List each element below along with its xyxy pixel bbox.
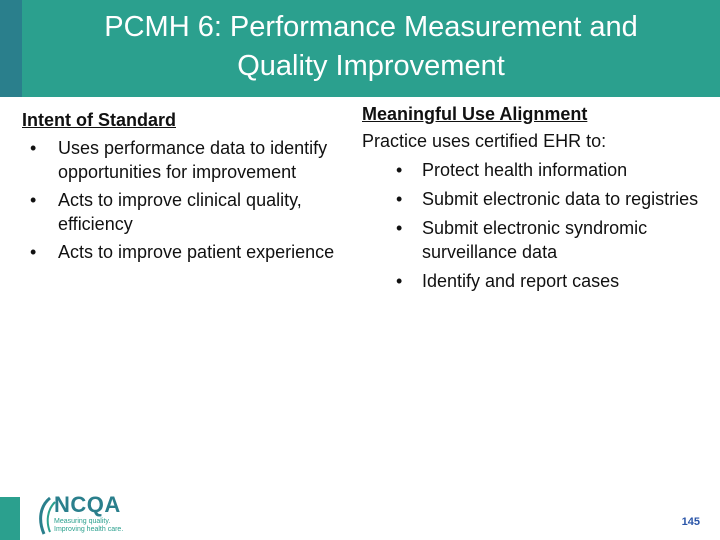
- bullet-marker: •: [396, 271, 403, 291]
- intent-bullet-item: [22, 240, 372, 264]
- title-bar-stripe: [0, 0, 22, 97]
- meaningful-use-intro: Practice uses certified EHR to:: [362, 131, 607, 151]
- meaningful-use-bullet-list: [362, 158, 712, 293]
- meaningful-use-bullet-text: Protect health information: [422, 160, 628, 180]
- meaningful-use-bullet-item: [362, 187, 712, 211]
- title-bar: [0, 0, 720, 97]
- intent-bullet-text: Acts to improve clinical quality, efficiency: [58, 190, 302, 234]
- bullet-marker: •: [30, 190, 37, 210]
- meaningful-use-bullet-text: Identify and report cases: [422, 271, 620, 291]
- bullet-marker: •: [30, 138, 37, 158]
- intent-bullet-list: [22, 136, 372, 264]
- footer-accent-bar: [0, 497, 20, 540]
- ncqa-logo: [34, 490, 134, 540]
- intent-bullet-text: Acts to improve patient experience: [58, 242, 335, 262]
- intent-heading: Intent of Standard: [22, 110, 176, 130]
- meaningful-use-column: [362, 102, 712, 293]
- intent-column: [22, 104, 372, 264]
- slide-title: [22, 8, 720, 86]
- meaningful-use-bullet-item: [362, 269, 712, 293]
- intent-bullet-item: [22, 188, 372, 236]
- meaningful-use-bullet-text: Submit electronic data to registries: [422, 189, 699, 209]
- meaningful-use-heading: Meaningful Use Alignment: [362, 104, 588, 124]
- intent-bullet-item: [22, 136, 372, 184]
- slide-title-line-2: Quality Improvement: [237, 50, 505, 82]
- ncqa-logo-text: NCQA: [54, 492, 121, 517]
- slide-title-line-1: PCMH 6: Performance Measurement and: [104, 11, 638, 43]
- bullet-marker: •: [30, 242, 37, 262]
- bullet-marker: •: [396, 218, 403, 238]
- meaningful-use-bullet-text: Submit electronic syndromic surveillance data: [422, 218, 648, 262]
- meaningful-use-bullet-item: [362, 158, 712, 182]
- ncqa-logo-tagline: Measuring quality. Improving health care.: [54, 518, 124, 533]
- meaningful-use-bullet-item: [362, 216, 712, 264]
- page-number: 145: [681, 516, 700, 528]
- intent-bullet-text: Uses performance data to identify opportunities for improvement: [58, 138, 328, 182]
- bullet-marker: •: [396, 189, 403, 209]
- bullet-marker: •: [396, 160, 403, 180]
